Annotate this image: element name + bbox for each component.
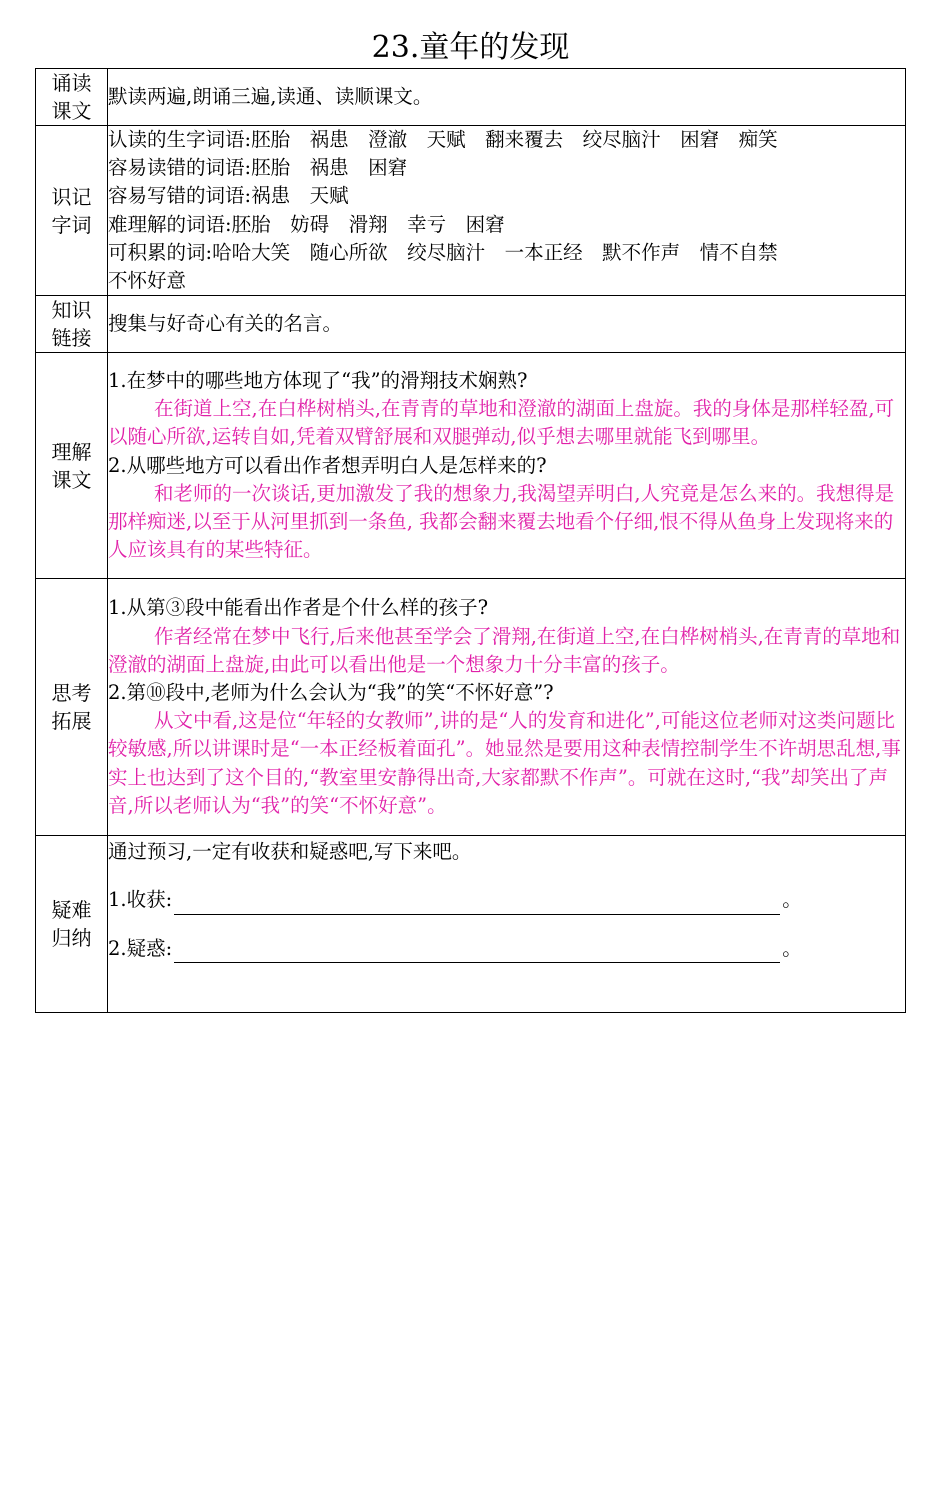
question-1: 1.在梦中的哪些地方体现了“我”的滑翔技术娴熟?	[108, 369, 528, 392]
question-2: 2.从哪些地方可以看出作者想弄明白人是怎样来的?	[108, 453, 547, 477]
row-content-vocab	[108, 126, 906, 296]
row-label-summary: 疑难 归纳	[36, 836, 108, 1013]
row-knowledge	[36, 296, 906, 353]
doubt-end-mark: 。	[782, 936, 802, 960]
gain-end-mark: 。	[782, 888, 802, 912]
gain-label: 1.收获:	[108, 888, 173, 912]
vocab-line: 认读的生字词语:胚胎 祸患 澄澈 天赋 翻来覆去 绞尽脑汁 困窘 痴笑	[108, 128, 778, 151]
vocab-line: 难理解的词语:胚胎 妨碍 滑翔 幸亏 困窘	[108, 212, 505, 236]
question-2: 2.第⑩段中,老师为什么会认为“我”的笑“不怀好意”?	[108, 681, 554, 705]
page-title: 23.童年的发现	[371, 30, 570, 65]
row-content-extend	[108, 579, 906, 836]
knowledge-text: 搜集与好奇心有关的名言。	[108, 312, 343, 336]
vocab-line: 容易写错的词语:祸患 天赋	[108, 184, 349, 208]
doubt-input-line[interactable]	[174, 940, 780, 963]
row-content-knowledge	[108, 296, 906, 353]
preview-sheet-table	[35, 68, 906, 1013]
row-content-summary	[108, 836, 906, 1013]
row-label-vocab: 识记 字词	[36, 126, 108, 296]
row-vocab	[36, 126, 906, 296]
row-content-recite	[108, 69, 906, 126]
answer-2: 和老师的一次谈话,更加激发了我的想象力,我渴望弄明白,人究竟是怎么来的。我想得是那样痴迷,以至于从河里抓到一条鱼, 我都会翻来覆去地看个仔细,恨不得从鱼身上发现将来的人应该具有的某些特征。	[108, 481, 895, 562]
answer-2: 从文中看,这是位“年轻的女教师”,讲的是“人的发育和进化”,可能这位老师对这类问题比较敏感,所以讲课时是“一本正经板着面孔”。她显然是要用这种表情控制学生不许胡思乱想,事实上也达到了这个目的,“教室里安静得出奇,大家都默不作声”。可就在这时,“我”却笑出了声音,所以老师认为“我”的笑“不怀好意”。	[108, 709, 901, 817]
row-label-extend: 思考 拓展	[36, 579, 108, 836]
row-content-understand	[108, 353, 906, 579]
row-label-recite: 诵读 课文	[36, 69, 108, 126]
row-label-knowledge: 知识 链接	[36, 296, 108, 353]
row-recite	[36, 69, 906, 126]
summary-intro: 通过预习,一定有收获和疑惑吧,写下来吧。	[108, 840, 472, 864]
row-extend	[36, 579, 906, 836]
row-summary	[36, 836, 906, 1013]
answer-1: 在街道上空,在白桦树梢头,在青青的草地和澄澈的湖面上盘旋。我的身体是那样轻盈,可以随心所欲,运转自如,凭着双臂舒展和双腿弹动,似乎想去哪里就能飞到哪里。	[108, 397, 895, 449]
gain-row	[108, 886, 905, 914]
vocab-line: 不怀好意	[108, 269, 187, 293]
question-1: 1.从第③段中能看出作者是个什么样的孩子?	[108, 596, 489, 620]
row-understand	[36, 353, 906, 579]
answer-1: 作者经常在梦中飞行,后来他甚至学会了滑翔,在街道上空,在白桦树梢头,在青青的草地和澄澈的湖面上盘旋,由此可以看出他是一个想象力十分丰富的孩子。	[108, 624, 901, 676]
doubt-row	[108, 935, 905, 963]
vocab-line: 容易读错的词语:胚胎 祸患 困窘	[108, 156, 408, 180]
row-label-understand: 理解 课文	[36, 353, 108, 579]
vocab-line: 可积累的词:哈哈大笑 随心所欲 绞尽脑汁 一本正经 默不作声 情不自禁	[108, 240, 778, 264]
recite-text: 默读两遍,朗诵三遍,读通、读顺课文。	[108, 84, 433, 108]
doubt-label: 2.疑惑:	[108, 936, 173, 960]
gain-input-line[interactable]	[174, 892, 780, 915]
